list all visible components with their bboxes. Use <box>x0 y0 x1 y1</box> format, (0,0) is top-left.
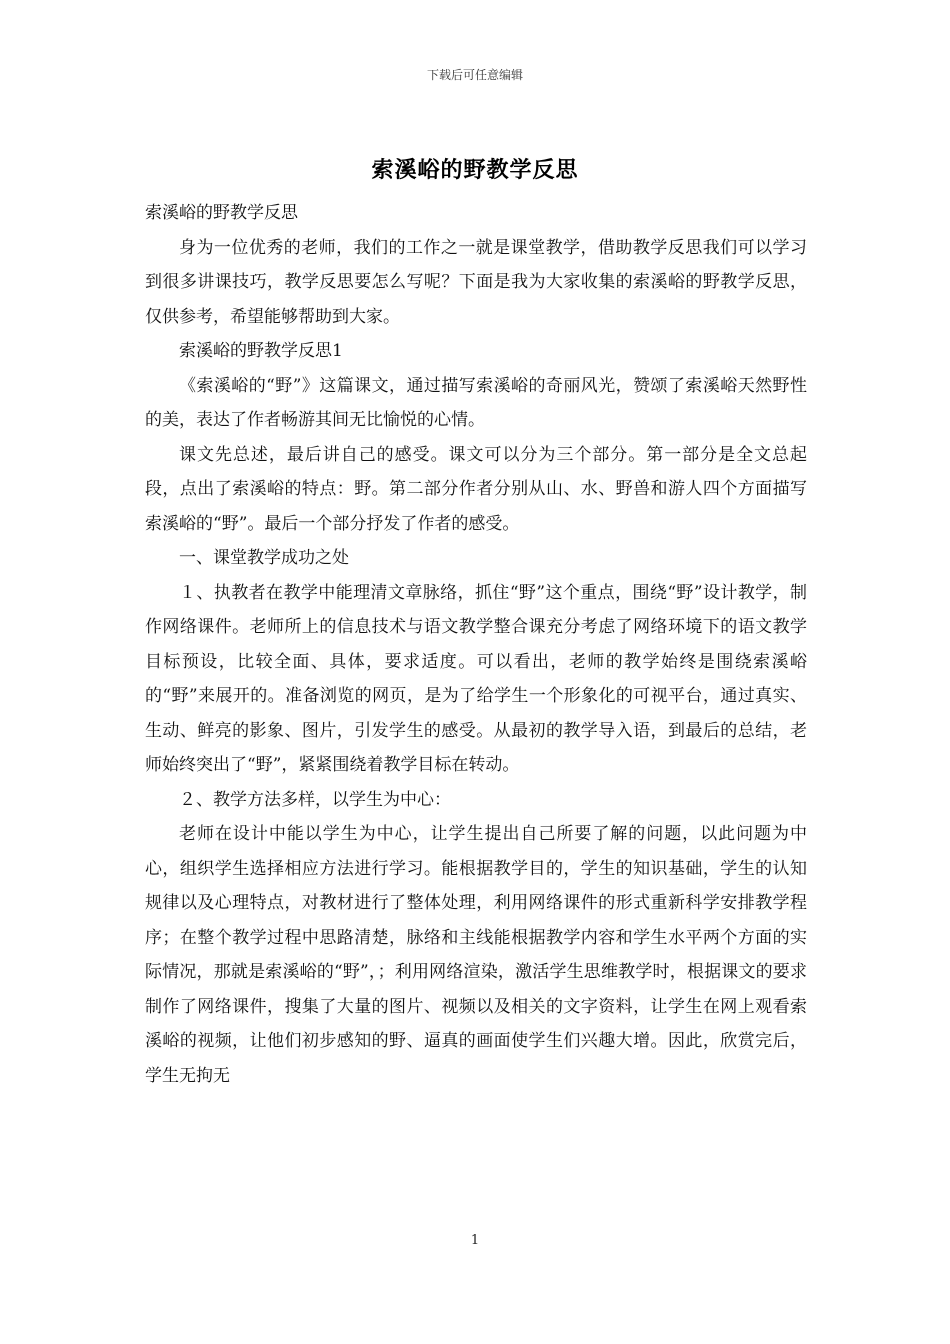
page-number: 1 <box>470 1233 480 1248</box>
body-paragraph: 《索溪峪的“野”》这篇课文，通过描写索溪峪的奇丽风光，赞颂了索溪峪天然野性的美，表达了作者畅游其间无比愉悦的心情。 <box>145 375 807 430</box>
intro-paragraph: 身为一位优秀的老师，我们的工作之一就是课堂教学，借助教学反思我们可以学习到很多讲课技巧，教学反思要怎么写呢？下面是我为大家收集的索溪峪的野教学反思，仅供参考，希望能够帮助到大家。 <box>145 237 807 327</box>
list-item-paragraph: １、执教者在教学中能理清文章脉络，抓住“野”这个重点，围绕“野”设计教学，制作网络课件。老师所上的信息技术与语文教学整合课充分考虑了网络环境下的语文教学目标预设，比较全面、具体，要求适度。可以看出，老师的教学始终是围绕索溪峪的“野”来展开的。准备浏览的网页，是为了给学生一个形象化的可视平台，通过真实、生动、鲜亮的影象、图片，引发学生的感受。从最初的教学导入语，到最后的总结，老师始终突出了“野”，紧紧围绕着教学目标在转动。 <box>145 582 807 775</box>
list-item-paragraph: ２、教学方法多样，以学生为中心： <box>179 789 451 810</box>
subtitle-paragraph: 索溪峪的野教学反思 <box>145 203 298 223</box>
subsection-heading: 一、课堂教学成功之处 <box>179 548 349 568</box>
document-title: 索溪峪的野教学反思 <box>371 157 579 183</box>
page-header-note: 下载后可任意编辑 <box>426 68 523 82</box>
document-body <box>145 196 807 1093</box>
body-paragraph: 老师在设计中能以学生为中心，让学生提出自己所要了解的问题，以此问题为中心，组织学生选择相应方法进行学习。能根据教学目的，学生的知识基础，学生的认知规律以及心理特点，对教材进行了整体处理，利用网络课件的形式重新科学安排教学程序；在整个教学过程中思路清楚，脉络和主线能根据教学内容和学生水平两个方面的实际情况，那就是索溪峪的“野”，；利用网络渲染，激活学生思维教学时，根据课文的要求制作了网络课件，搜集了大量的图片、视频以及相关的文字资料，让学生在网上观看索溪峪的视频，让他们初步感知的野、逼真的画面使学生们兴趣大增。因此，欣赏完后，学生无拘无 <box>145 824 807 1086</box>
body-paragraph: 课文先总述，最后讲自己的感受。课文可以分为三个部分。第一部分是全文总起段，点出了索溪峪的特点：野。第二部分作者分别从山、水、野兽和游人四个方面描写索溪峪的“野”。最后一个部分抒发了作者的感受。 <box>145 444 807 534</box>
section-heading: 索溪峪的野教学反思1 <box>179 341 343 361</box>
